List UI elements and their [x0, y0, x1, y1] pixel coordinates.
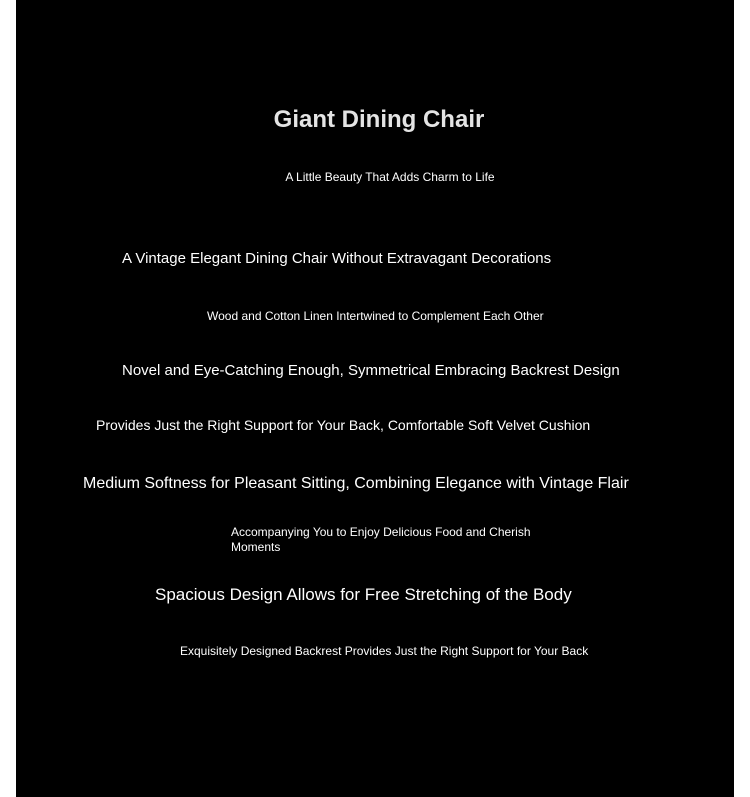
product-description-panel [16, 0, 734, 797]
feature-line: Provides Just the Right Support for Your Back, Comfortable Soft Velvet Cushion [96, 417, 591, 433]
feature-line: Spacious Design Allows for Free Stretching of the Body [155, 585, 572, 604]
feature-line: Wood and Cotton Linen Intertwined to Complement Each Other [207, 309, 544, 323]
feature-line: A Vintage Elegant Dining Chair Without Extravagant Decorations [122, 250, 552, 267]
feature-line: Medium Softness for Pleasant Sitting, Combining Elegance with Vintage Flair [83, 475, 629, 492]
product-title: Giant Dining Chair [273, 106, 485, 133]
product-subtitle: A Little Beauty That Adds Charm to Life [285, 170, 495, 184]
feature-line: Exquisitely Designed Backrest Provides Just the Right Support for Your Back [180, 644, 589, 658]
feature-line: Accompanying You to Enjoy Delicious Food and Cherish Moments [231, 525, 531, 554]
feature-line: Novel and Eye-Catching Enough, Symmetrical Embracing Backrest Design [122, 362, 620, 379]
